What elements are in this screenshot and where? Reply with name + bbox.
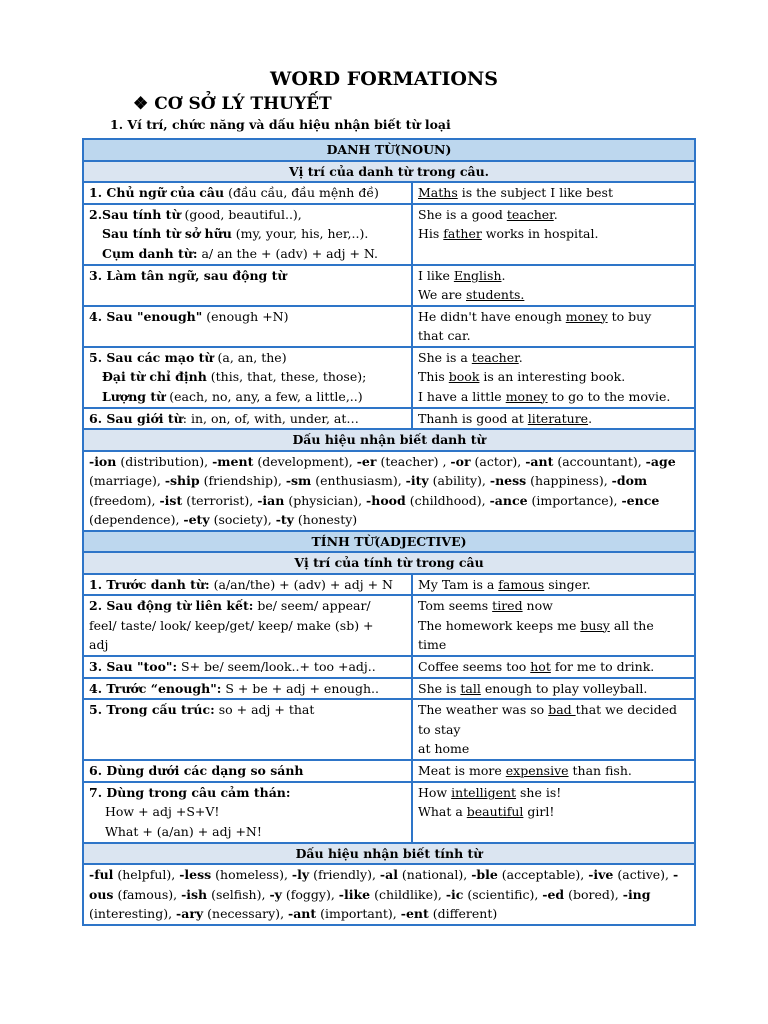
word-formation-table — [82, 138, 696, 926]
suffix-example: (childhood), — [405, 492, 490, 508]
adjective-header: TÍNH TỪ(ADJECTIVE) — [83, 531, 695, 553]
suffix: -ly — [291, 867, 310, 882]
suffix-example: (physician), — [284, 492, 367, 508]
table-row — [83, 429, 695, 451]
rule-cell: 6. Sau giới từ: in, on, of, with, under, at… — [83, 408, 412, 430]
table-row — [83, 265, 695, 306]
rule-cell: 5. Trong cấu trúc: so + adj + that — [83, 699, 412, 760]
suffix: -ety — [183, 512, 210, 527]
suffix: -ance — [489, 492, 528, 508]
example-cell: Thanh is good at literature. — [412, 408, 695, 430]
example-cell: Meat is more expensive than fish. — [412, 760, 695, 782]
suffix-example: (happiness), — [526, 473, 612, 488]
suffix: -ist — [159, 492, 183, 508]
noun-position-header: Vị trí của danh từ trong câu. — [83, 161, 695, 183]
table-row — [83, 204, 695, 265]
suffix-example: (teacher) , — [376, 453, 451, 469]
suffix-example: (childlike), — [370, 886, 446, 902]
suffix-example: (scientific), — [463, 886, 543, 902]
suffix-example: (important), — [316, 906, 401, 921]
table-row — [83, 139, 695, 161]
adjective-sign-header: Dấu hiệu nhận biết tính từ — [83, 843, 695, 865]
rule-cell: 6. Dùng dưới các dạng so sánh — [83, 760, 412, 782]
rule-cell: 1. Trước danh từ: (a/an/the) + (adv) + adj + N — [83, 574, 412, 596]
suffix: -sm — [285, 473, 312, 488]
table-row — [83, 760, 695, 782]
suffix-example: (foggy), — [281, 886, 339, 902]
example-cell: He didn't have enough money to buy that car. — [412, 306, 695, 347]
suffix-example: (national), — [397, 867, 472, 882]
suffix: -ary — [176, 906, 204, 921]
adjective-suffix-list — [83, 864, 695, 925]
suffix: -ish — [181, 886, 208, 902]
suffix: -hood — [366, 492, 406, 508]
suffix-example: (development), — [253, 453, 357, 469]
table-row — [83, 531, 695, 553]
suffix-example: (freedom), — [89, 492, 160, 508]
suffix: -y — [269, 886, 282, 902]
suffix: -ive — [588, 867, 614, 882]
suffix: -ian — [257, 492, 285, 508]
noun-header: DANH TỪ(NOUN) — [83, 139, 695, 161]
suffix: -ity — [405, 473, 429, 488]
rule-cell: 7. Dùng trong câu cảm thán: How + adj +S+V! What + (a/an) + adj +N! — [83, 782, 412, 843]
suffix-example: (marriage), — [89, 473, 165, 488]
suffix-example: (enthusiasm), — [311, 473, 406, 488]
suffix-example: (ability), — [428, 473, 490, 488]
table-row — [83, 595, 695, 656]
suffix: -ship — [164, 473, 200, 488]
page-title: WORD FORMATIONS — [270, 68, 498, 90]
example-cell: I like English. We are students. — [412, 265, 695, 306]
table-row — [83, 843, 695, 865]
suffix-example: (homeless), — [211, 867, 292, 882]
table-row — [83, 782, 695, 843]
suffix-example: (famous), — [113, 886, 182, 902]
adjective-position-header: Vị trí của tính từ trong câu — [83, 552, 695, 574]
suffix-example: (selfish), — [207, 886, 270, 902]
suffix-example: (importance), — [527, 492, 622, 508]
rule-cell: 1. Chủ ngữ của câu (đầu cầu, đầu mệnh đề) — [83, 182, 412, 204]
suffix-example: (friendship), — [199, 473, 286, 488]
suffix-example: (terrorist), — [182, 492, 258, 508]
suffix: -less — [179, 867, 212, 882]
suffix: -ble — [471, 867, 498, 882]
suffix-example: (different) — [428, 906, 498, 921]
example-cell: She is tall enough to play volleyball. — [412, 678, 695, 700]
table-row — [83, 451, 695, 531]
suffix-example: (necessary), — [203, 906, 289, 921]
suffix: -ic — [445, 886, 464, 902]
table-row — [83, 408, 695, 430]
table-row — [83, 182, 695, 204]
rule-cell: 4. Trước “enough": S + be + adj + enough.. — [83, 678, 412, 700]
suffix: -dom — [611, 473, 648, 488]
suffix: -al — [379, 867, 398, 882]
suffix-example: (honesty) — [293, 512, 358, 527]
suffix-example: (bored), — [564, 886, 623, 902]
suffix: -ant — [525, 453, 554, 469]
rule-cell: 5. Sau các mạo từ (a, an, the) Đại từ chỉ định (this, that, these, those); Lượng từ (each, no, any, a few, a little,..) — [83, 347, 412, 408]
suffix-example: (acceptable), — [497, 867, 589, 882]
rule-cell: 3. Sau "too": S+ be/ seem/look..+ too +adj.. — [83, 656, 412, 678]
table-row — [83, 656, 695, 678]
suffix: -ness — [489, 473, 527, 488]
suffix: -or — [450, 453, 471, 469]
suffix: -ty — [275, 512, 294, 527]
suffix-example: (helpful), — [113, 867, 180, 882]
table-row — [83, 161, 695, 183]
table-row — [83, 678, 695, 700]
suffix: -ent — [400, 906, 429, 921]
suffix-example: (friendly), — [309, 867, 380, 882]
table-row — [83, 864, 695, 925]
suffix: -ful — [89, 867, 114, 882]
suffix: -er — [356, 453, 377, 469]
table-row — [83, 699, 695, 760]
suffix: -ous — [89, 867, 679, 902]
rule-cell: 4. Sau "enough" (enough +N) — [83, 306, 412, 347]
suffix: -ant — [288, 906, 317, 921]
example-cell: Maths is the subject I like best — [412, 182, 695, 204]
example-cell: Coffee seems too hot for me to drink. — [412, 656, 695, 678]
example-cell: My Tam is a famous singer. — [412, 574, 695, 596]
example-cell: She is a good teacher. His father works in hospital. — [412, 204, 695, 265]
suffix: -ence — [621, 492, 660, 508]
subsection-heading: 1. Ví trí, chức năng và dấu hiệu nhận biết từ loại — [110, 117, 451, 132]
suffix-example: (dependence), — [89, 512, 184, 527]
rule-cell: 3. Làm tân ngữ, sau động từ — [83, 265, 412, 306]
table-row — [83, 347, 695, 408]
suffix: -ion — [89, 453, 117, 469]
suffix-example: (distribution), — [116, 453, 213, 469]
suffix-example: (active), — [613, 867, 673, 882]
section-heading-text: CƠ SỞ LÝ THUYẾT — [154, 94, 332, 114]
example-cell: The weather was so bad that we decided to stay at home — [412, 699, 695, 760]
section-heading — [133, 94, 332, 114]
suffix-example: (interesting), — [89, 906, 177, 921]
table-row — [83, 306, 695, 347]
rule-cell: 2.Sau tính từ (good, beautiful..), Sau tính từ sở hữu (my, your, his, her,..). Cụm danh từ: a/ an the + (adv) + adj + N. — [83, 204, 412, 265]
noun-sign-header: Dấu hiệu nhận biết danh từ — [83, 429, 695, 451]
table-row — [83, 574, 695, 596]
example-cell: How intelligent she is! What a beautiful girl! — [412, 782, 695, 843]
suffix-example: (actor), — [470, 453, 526, 469]
suffix-example: (accountant), — [553, 453, 646, 469]
table-row — [83, 552, 695, 574]
suffix: -like — [338, 886, 371, 902]
diamond-bullet-icon: ❖ — [133, 94, 149, 114]
example-cell: Tom seems tired now The homework keeps me busy all the time — [412, 595, 695, 656]
suffix: -ed — [542, 886, 565, 902]
suffix: -age — [645, 453, 676, 469]
example-cell: She is a teacher. This book is an interesting book. I have a little money to go to the movie. — [412, 347, 695, 408]
suffix: -ing — [622, 886, 651, 902]
suffix-example: (society), — [209, 512, 276, 527]
noun-suffix-list — [83, 451, 695, 531]
suffix: -ment — [212, 453, 254, 469]
rule-cell: 2. Sau động từ liên kết: be/ seem/ appear/ feel/ taste/ look/ keep/get/ keep/ make (sb) + adj — [83, 595, 412, 656]
